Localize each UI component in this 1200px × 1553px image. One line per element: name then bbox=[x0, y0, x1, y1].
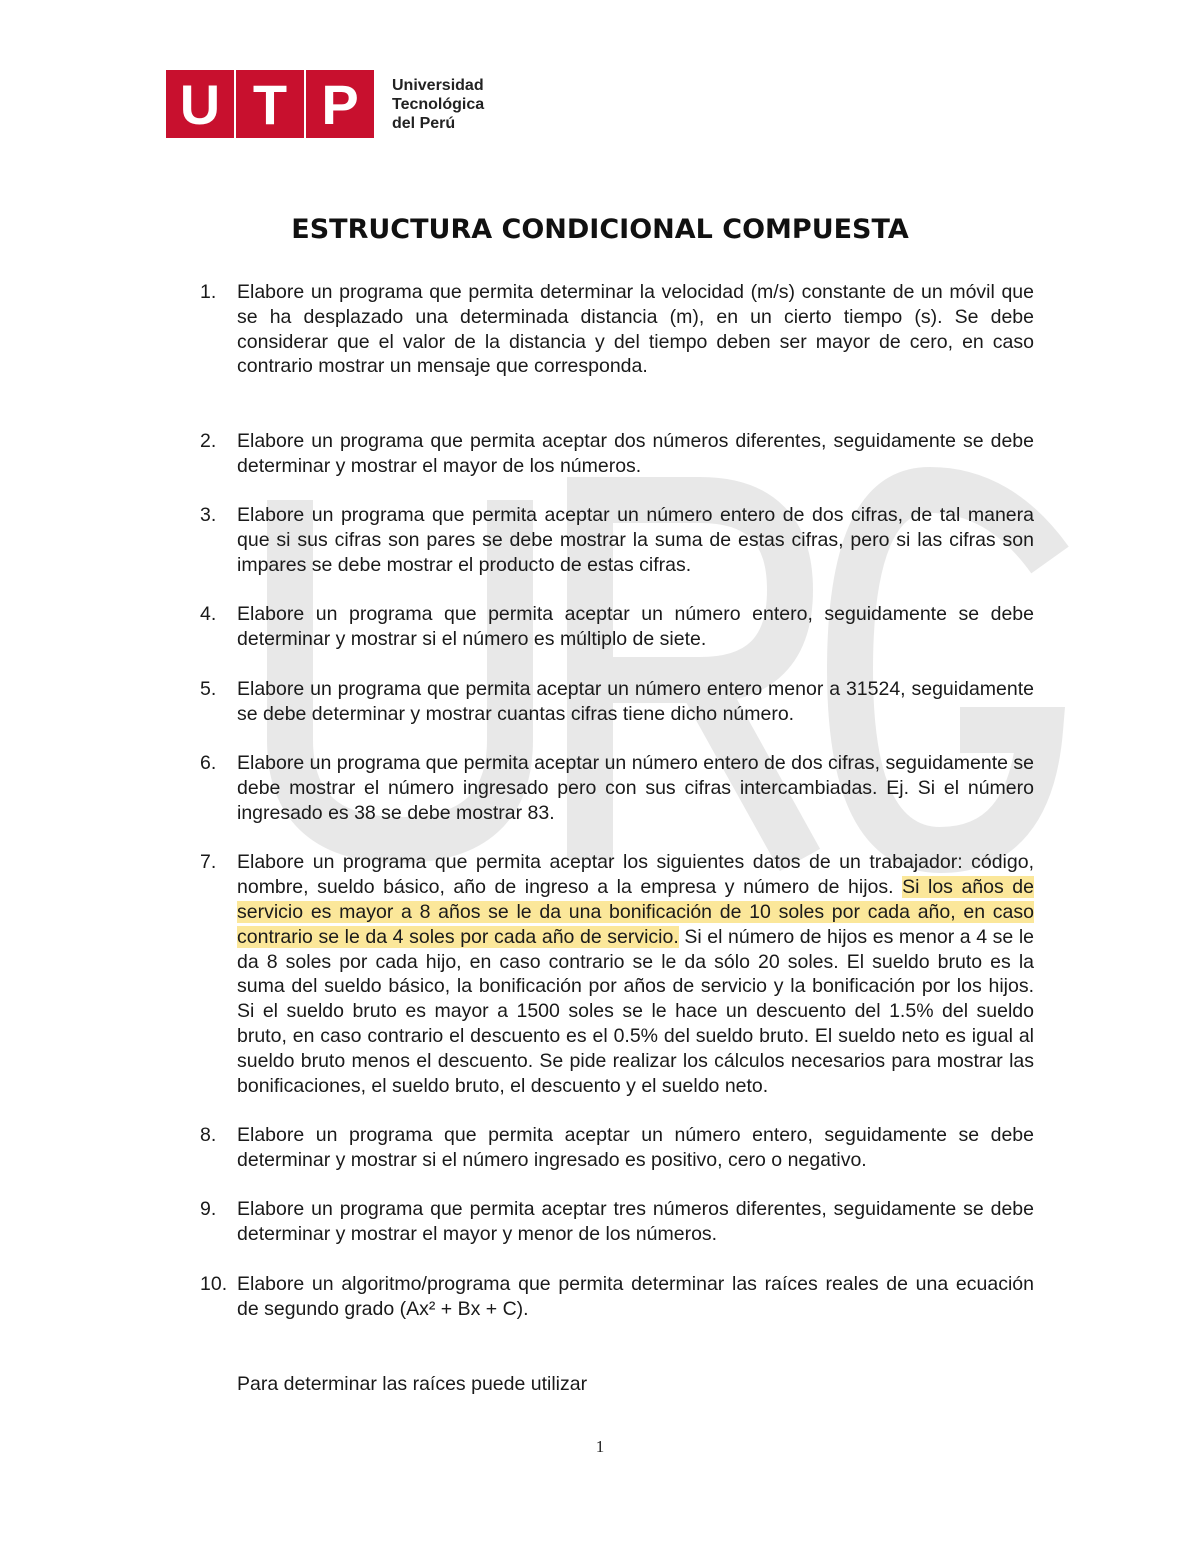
exercise-text: Elabore un programa que permita aceptar un número entero, seguidamente se debe determinar y mostrar si el número es múltiplo de siete. bbox=[237, 603, 1034, 651]
exercise-item bbox=[200, 1123, 1034, 1173]
exercise-number: 3. bbox=[200, 504, 217, 527]
exercise-number: 2. bbox=[200, 429, 217, 452]
exercise-number: 5. bbox=[200, 677, 217, 700]
exercise-text: Elabore un programa que permita aceptar dos números diferentes, seguidamente se debe determinar y mostrar el mayor de los números. bbox=[237, 429, 1034, 477]
exercise-text: Elabore un programa que permita aceptar un número entero de dos cifras, de tal manera que si sus cifras son pares se debe mostrar la suma de estas cifras, pero si las cifras son impares se debe mostrar el producto de estas cifras. bbox=[237, 504, 1034, 576]
exercise-item bbox=[200, 1197, 1034, 1247]
exercise-item bbox=[200, 1272, 1034, 1322]
page-number: 1 bbox=[595, 1437, 605, 1456]
logo-letter-p: P bbox=[306, 70, 374, 138]
exercise-item bbox=[200, 677, 1034, 727]
logo-name-line: Universidad bbox=[392, 76, 484, 94]
exercise-item bbox=[200, 280, 1034, 379]
logo-name-line: Tecnológica bbox=[392, 95, 485, 113]
exercise-text-after: Si el número de hijos es menor a 4 se le da 8 soles por cada hijo, en caso contrario se le da sólo 20 soles. El sueldo bruto es la suma del sueldo básico, la bonificación por años de servicio y la bonificación por los hijos. Si el sueldo bruto es mayor a 1500 soles se le hace un descuento del 1.5% del sueldo bruto, en caso contrario el descuento es el 0.5% del sueldo bruto. El sueldo neto es igual al sueldo bruto menos el descuento. Se pide realizar los cálculos necesarios para mostrar las bonificaciones, el sueldo bruto, el descuento y el sueldo neto. bbox=[237, 925, 1034, 1097]
logo-letter-t: T bbox=[236, 70, 304, 138]
exercise-item bbox=[200, 429, 1034, 479]
exercise-number: 7. bbox=[200, 851, 217, 874]
exercise-text: Elabore un programa que permita aceptar un número entero menor a 31524, seguidamente se debe determinar y mostrar cuantas cifras tiene dicho número. bbox=[237, 677, 1034, 725]
logo-name-line: del Perú bbox=[392, 114, 456, 132]
exercise-number: 10. bbox=[200, 1272, 228, 1295]
utp-logo bbox=[166, 70, 484, 138]
highlighted-text: Si los años de servicio es mayor a 8 años se le da una bonificación de 10 soles por cada año, en caso contrario se le da 4 soles por cada año de servicio. bbox=[237, 876, 1034, 948]
page-title: ESTRUCTURA CONDICIONAL COMPUESTA bbox=[291, 214, 909, 245]
exercise-text: Elabore un programa que permita aceptar un número entero de dos cifras, seguidamente se debe mostrar el número ingresado pero con sus cifras intercambiadas. Ej. Si el número ingresado es 38 se debe mostrar 83. bbox=[237, 752, 1034, 824]
exercise-number: 6. bbox=[200, 752, 217, 775]
exercise-item bbox=[200, 850, 1034, 1098]
exercise-item bbox=[200, 602, 1034, 652]
exercise-text: Elabore un algoritmo/programa que permita determinar las raíces reales de una ecuación de segundo grado (Ax² + Bx + C). bbox=[237, 1272, 1034, 1320]
exercise-text-before: Elabore un programa que permita aceptar los siguientes datos de un trabajador: código, nombre, sueldo básico, año de ingreso a la empresa y número de hijos. bbox=[237, 851, 1034, 899]
exercise-number: 9. bbox=[200, 1198, 217, 1221]
exercise-number: 8. bbox=[200, 1124, 217, 1147]
exercise-text: Elabore un programa que permita aceptar tres números diferentes, seguidamente se debe determinar y mostrar el mayor y menor de los números. bbox=[237, 1198, 1034, 1246]
exercise-text: Elabore un programa que permita aceptar un número entero, seguidamente se debe determinar y mostrar si el número ingresado es positivo, cero o negativo. bbox=[237, 1124, 1034, 1171]
logo-university-name bbox=[392, 76, 484, 133]
exercise-text: Elabore un programa que permita determinar la velocidad (m/s) constante de un móvil que se ha desplazado una determinada distancia (m), en un cierto tiempo (s). Se debe considerar que el valor de la distancia y del tiempo deben ser mayor de cero, en caso contrario mostrar un mensaje que corresponda. bbox=[237, 281, 1034, 378]
hint-text: Para determinar las raíces puede utilizar bbox=[237, 1373, 588, 1395]
exercise-number: 4. bbox=[200, 603, 217, 626]
exercise-item bbox=[200, 503, 1034, 577]
logo-letter-u: U bbox=[166, 70, 234, 138]
exercise-list bbox=[200, 280, 1034, 1345]
exercise-item bbox=[200, 751, 1034, 825]
exercise-number: 1. bbox=[200, 281, 217, 303]
